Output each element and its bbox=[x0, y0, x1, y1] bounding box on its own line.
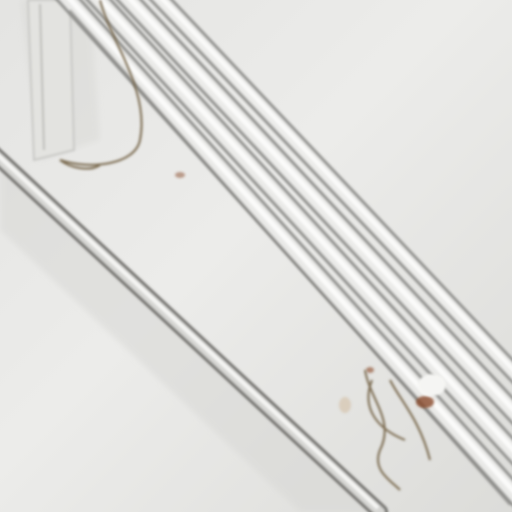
pipe-junction bbox=[418, 374, 446, 396]
wall-clip bbox=[28, 0, 74, 160]
